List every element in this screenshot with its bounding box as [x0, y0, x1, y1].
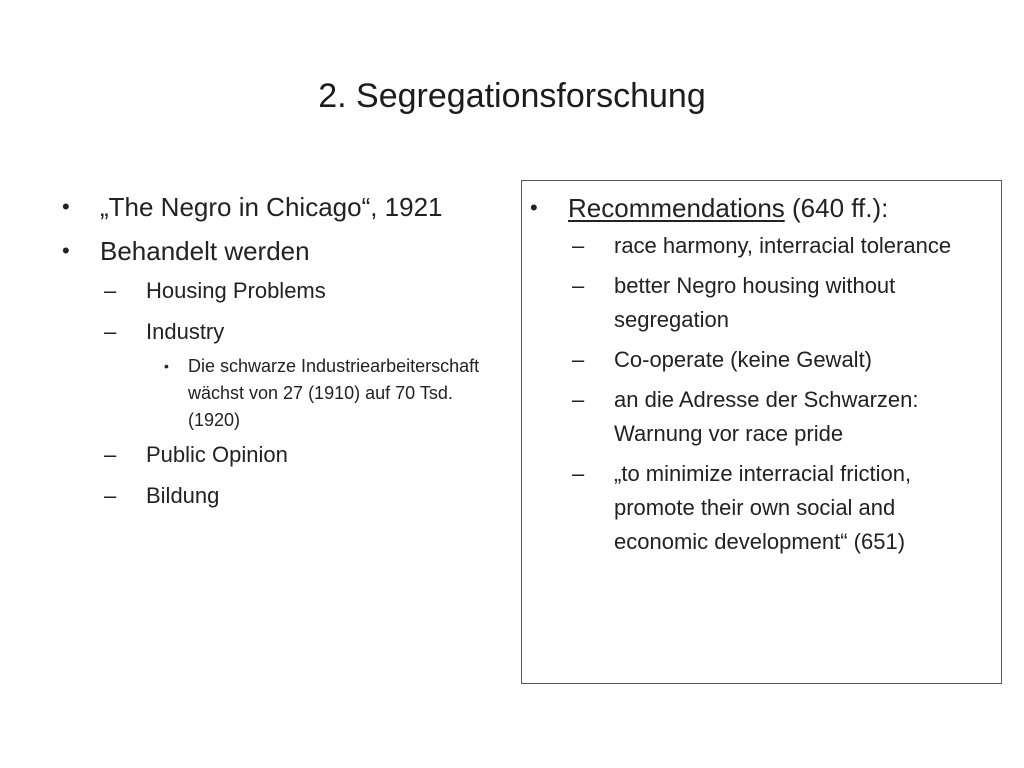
dash-icon: – — [572, 387, 585, 412]
right-column — [530, 191, 995, 559]
bullet-item-publication — [62, 190, 502, 224]
bullet-icon: • — [530, 195, 538, 220]
dash-text: better Negro housing without segregation — [614, 273, 896, 332]
dash-text: „to minimize interracial friction, promote their own social and economic development“ (651) — [614, 461, 912, 554]
dash-icon: – — [572, 461, 585, 486]
dash-icon: – — [572, 347, 585, 372]
dash-text: Bildung — [146, 483, 220, 508]
dash-text: Public Opinion — [146, 442, 288, 467]
dash-item-housing — [104, 274, 502, 308]
recommendations-page-ref: (640 ff.): — [784, 193, 889, 223]
dash-icon: – — [572, 233, 585, 258]
bullet-text: „The Negro in Chicago“, 1921 — [100, 192, 443, 222]
dash-item-industry — [104, 315, 502, 349]
sub-bullet-text: Die schwarze Industriearbeiterschaft wächst von 27 (1910) auf 70 Tsd. (1920) — [188, 356, 480, 430]
dash-text: Housing Problems — [146, 278, 326, 303]
bullet-item-behandelt — [62, 234, 502, 268]
dash-item-quote — [572, 457, 995, 559]
dash-text: race harmony, interracial tolerance — [614, 233, 952, 258]
dash-text: an die Adresse der Schwarzen: Warnung vor race pride — [614, 387, 919, 446]
bullet-text: Behandelt werden — [100, 236, 310, 266]
dash-icon: – — [104, 483, 117, 508]
slide-title: 2. Segregationsforschung — [318, 77, 706, 115]
bullet-item-recommendations — [530, 191, 995, 225]
recommendations-heading: Recommendations — [568, 193, 785, 223]
recommendations-box — [521, 180, 1002, 684]
dash-icon: – — [104, 278, 117, 303]
dash-item-race-harmony — [572, 229, 995, 263]
dash-icon: – — [104, 442, 117, 467]
dash-item-bildung — [104, 479, 502, 513]
bullet-icon: • — [62, 238, 70, 263]
dash-item-housing — [572, 269, 995, 337]
dash-text: Co-operate (keine Gewalt) — [614, 347, 873, 372]
dash-item-co-operate — [572, 343, 995, 377]
sub-bullet-item-industriearbeiterschaft — [164, 353, 502, 434]
bullet-icon: • — [62, 194, 70, 219]
dash-item-public-opinion — [104, 438, 502, 472]
dash-text: Industry — [146, 319, 225, 344]
dash-icon: – — [572, 273, 585, 298]
dash-item-warnung — [572, 383, 995, 451]
bullet-icon: • — [164, 358, 169, 374]
left-column — [62, 190, 502, 513]
dash-icon: – — [104, 319, 117, 344]
